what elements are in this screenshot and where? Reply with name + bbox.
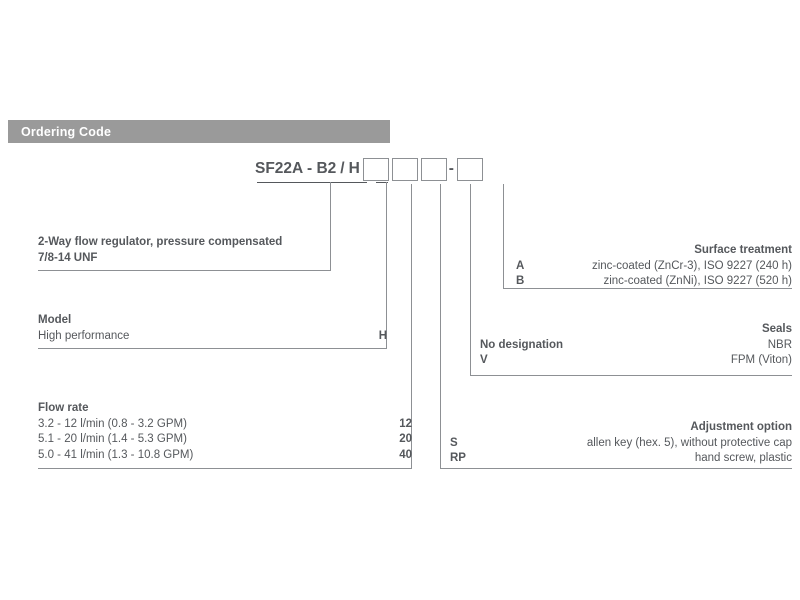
adjustment-option-heading: Adjustment option [690,421,792,433]
section-header-bar [8,120,390,143]
model-row-code: H [378,329,387,342]
block-seals [480,322,792,369]
flow-rate-row [38,417,412,433]
block-flow-rate [38,401,412,463]
flow-rate-row-description: 3.2 - 12 l/min (0.8 - 3.2 GPM) [38,417,187,430]
code-prefix-underline [257,182,367,183]
connector-model-horizontal [38,348,387,349]
adjustment-option-row-code: S [450,436,458,449]
surface-treatment-row-code: A [516,259,525,272]
seals-row-code: No designation [480,338,564,351]
surface-treatment-row [516,259,792,275]
surface-treatment-heading: Surface treatment [694,244,792,256]
model-heading: Model [38,314,72,326]
seals-row-description: FPM (Viton) [730,354,792,366]
adjustment-option-row-description: hand screw, plastic [694,452,792,464]
flow-rate-row [38,448,412,464]
code-box-seals[interactable] [421,158,447,181]
flow-rate-row-description: 5.1 - 20 l/min (1.4 - 5.3 GPM) [38,433,187,445]
code-dash: - [448,160,454,177]
connector-seals-horizontal [470,375,792,376]
seals-row-description: NBR [767,338,792,351]
function-line-2: 7/8-14 UNF [38,251,98,264]
adjustment-option-row [450,451,792,467]
code-model-letter: H [348,160,360,177]
block-adjustment-option [450,420,792,467]
code-box-adjustment-option[interactable] [392,158,418,181]
ordering-code-string [255,158,483,188]
code-box-flow-rate[interactable] [363,158,389,181]
model-row [38,329,387,345]
seals-row [480,338,792,354]
code-box-surface-treatment[interactable] [457,158,483,181]
connector-flow-rate-horizontal [38,468,412,469]
function-line-1: 2-Way flow regulator, pressure compensated [38,236,283,248]
flow-rate-row-code: 20 [399,433,412,445]
connector-seals-vertical [470,184,471,376]
connector-adjustment-horizontal [440,468,792,469]
surface-treatment-row-description: zinc-coated (ZnCr-3), ISO 9227 (240 h) [591,259,792,272]
seals-heading: Seals [761,323,792,335]
block-model [38,313,387,344]
surface-treatment-row-code: B [516,275,525,287]
code-prefix: SF22A - B2 [255,160,337,177]
surface-treatment-row [516,274,792,290]
flow-rate-heading: Flow rate [38,402,89,414]
model-row-description: High performance [38,329,130,342]
adjustment-option-row-description: allen key (hex. 5), without protective cap [586,436,792,449]
block-surface-treatment [516,243,792,290]
connector-adjustment-vertical [440,184,441,469]
connector-function-horizontal [38,270,331,271]
flow-rate-row-code: 12 [399,417,412,430]
seals-row-code: V [480,354,488,366]
flow-rate-row-code: 40 [399,448,412,461]
adjustment-option-row-code: RP [450,452,466,464]
flow-rate-row-description: 5.0 - 41 l/min (1.3 - 10.8 GPM) [38,448,194,461]
flow-rate-row [38,432,412,448]
connector-surface-vertical [503,184,504,289]
section-title: Ordering Code [21,124,112,139]
code-separator: / [340,160,345,177]
block-function-description [38,235,331,266]
seals-row [480,353,792,369]
adjustment-option-row [450,436,792,452]
surface-treatment-row-description: zinc-coated (ZnNi), ISO 9227 (520 h) [603,275,792,287]
